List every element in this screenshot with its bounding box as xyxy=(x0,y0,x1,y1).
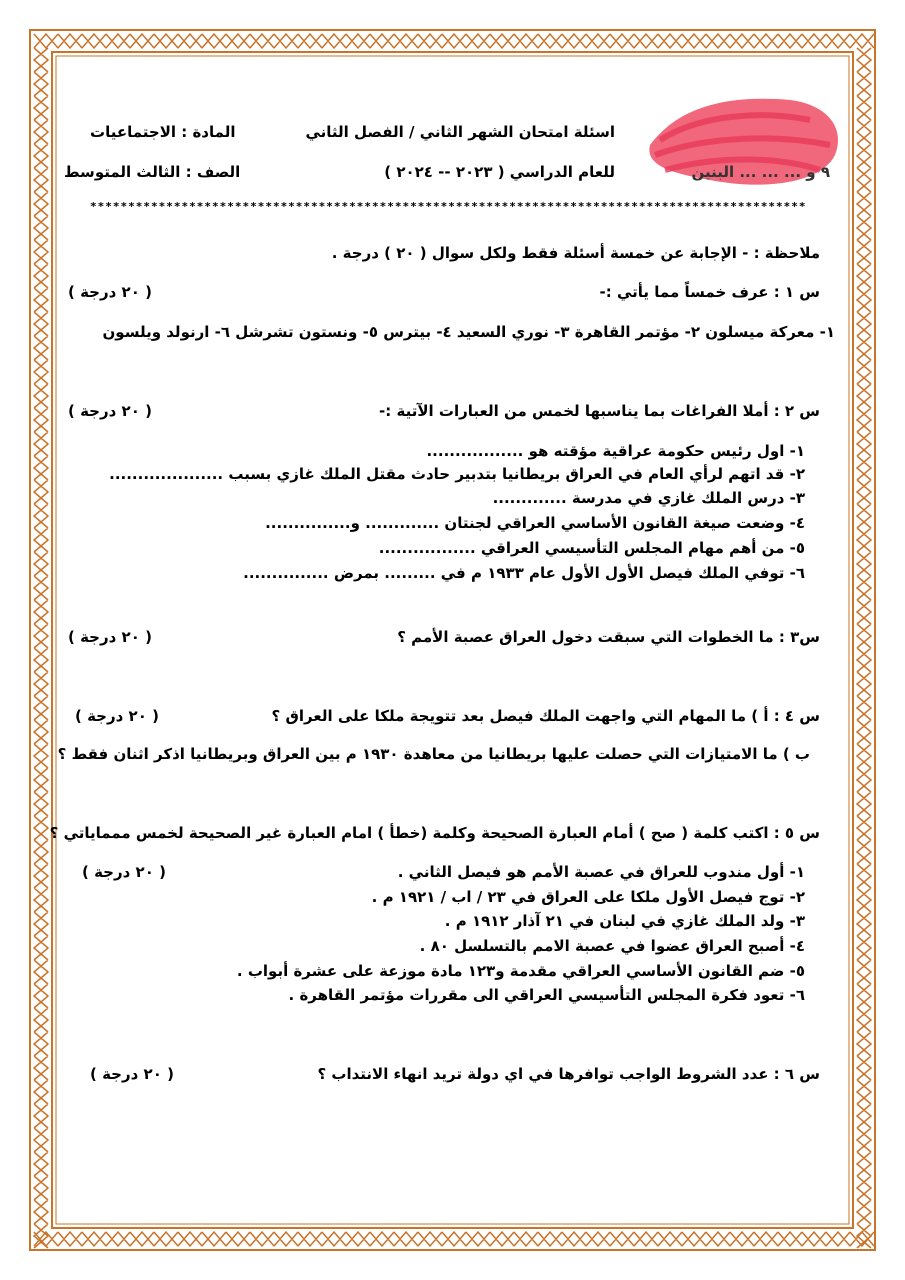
question-4-prompt-a: س ٤ : أ ) ما المهام التي واجهت الملك فيصل بعد تتويجة ملكا على العراق ؟ xyxy=(271,707,820,725)
exam-note: ملاحظة : - الإجابة عن خمسة أسئلة فقط ولكل سوال ( ٢٠ ) درجة . xyxy=(331,244,820,262)
question-5-prompt: س ٥ : اكتب كلمة ( صح ) أمام العبارة الصحيحة وكلمة (خطأ ) امام العبارة غير الصحيحة لخمس ممماياتي ؟ xyxy=(49,824,820,842)
question-4-prompt-b: ب ) ما الامتيازات التي حصلت عليها بريطانيا من معاهدة ١٩٣٠ م بين العراق وبريطانيا اذكر اثنان فقط ؟ xyxy=(57,745,810,763)
question-5-item: ٥- ضم القانون الأساسي العراقي مقدمة و١٢٣ مادة موزعة على عشرة أبواب . xyxy=(236,962,805,980)
question-2-item: ٣- درس الملك غازي في مدرسة ............. xyxy=(492,489,805,507)
question-3-mark: ( ٢٠ درجة ) xyxy=(68,628,152,646)
question-5-mark: ( ٢٠ درجة ) xyxy=(82,863,166,881)
question-1-prompt: س ١ : عرف خمساً مما يأتي :- xyxy=(599,283,820,301)
question-2-item: ١- اول رئيس حكومة عراقية مؤقته هو ................. xyxy=(426,442,805,460)
academic-year: للعام الدراسي ( ٢٠٢٣ -- ٢٠٢٤ ) xyxy=(384,163,615,181)
question-1-items: ١- معركة ميسلون ٢- مؤتمر القاهرة ٣- نوري السعيد ٤- بيترس ٥- ونستون تشرشل ٦- ارنولد ويلسون xyxy=(102,323,835,341)
question-5-item: ٢- توج فيصل الأول ملكا على العراق في ٢٣ / اب / ١٩٢١ م . xyxy=(371,888,805,906)
question-5-item: ٦- تعود فكرة المجلس التأسيسي العراقي الى مقررات مؤتمر القاهرة . xyxy=(288,986,805,1004)
school-name-partial: ٩ و ... ... ... البنين xyxy=(691,163,830,181)
question-2-item: ٦- توفي الملك فيصل الأول الأول عام ١٩٣٣ م في ......... بمرض ............... xyxy=(243,564,805,582)
question-5-item: ٤- أصبح العراق عضوا في عصبة الامم بالتسلسل ٨٠ . xyxy=(419,937,805,955)
question-5-item: ١- أول مندوب للعراق في عصبة الأمم هو فيصل الثاني . xyxy=(397,863,805,881)
question-2-item: ٥- من أهم مهام المجلس التأسيسي العراقي ................. xyxy=(378,539,805,557)
question-2-item: ٤- وضعت صيغة القانون الأساسي العراقي لجنتان ............. و............... xyxy=(265,514,805,532)
grade-label: الصف : الثالث المتوسط xyxy=(64,163,241,181)
subject-label: المادة : الاجتماعيات xyxy=(90,123,236,141)
question-2-mark: ( ٢٠ درجة ) xyxy=(68,402,152,420)
question-2-prompt: س ٢ : أملا الفراغات بما يناسبها لخمس من العبارات الآتية :- xyxy=(379,402,820,420)
question-6-mark: ( ٢٠ درجة ) xyxy=(90,1065,174,1083)
question-4-mark: ( ٢٠ درجة ) xyxy=(75,707,159,725)
question-6-prompt: س ٦ : عدد الشروط الواجب توافرها في اي دولة تريد انهاء الانتداب ؟ xyxy=(317,1065,820,1083)
question-2-item: ٢- قد اتهم لرأي العام في العراق بريطانيا بتدبير حادث مقتل الملك غازي بسبب .................... xyxy=(109,465,805,483)
question-3-prompt: س٣ : ما الخطوات التي سبقت دخول العراق عصبة الأمم ؟ xyxy=(397,628,820,646)
separator-line: ********************************************************************************************** xyxy=(90,200,807,213)
question-1-mark: ( ٢٠ درجة ) xyxy=(68,283,152,301)
question-5-item: ٣- ولد الملك غازي في لبنان في ٢١ آذار ١٩١٢ م . xyxy=(444,912,805,930)
exam-title: اسئلة امتحان الشهر الثاني / الفصل الثاني xyxy=(305,123,615,141)
